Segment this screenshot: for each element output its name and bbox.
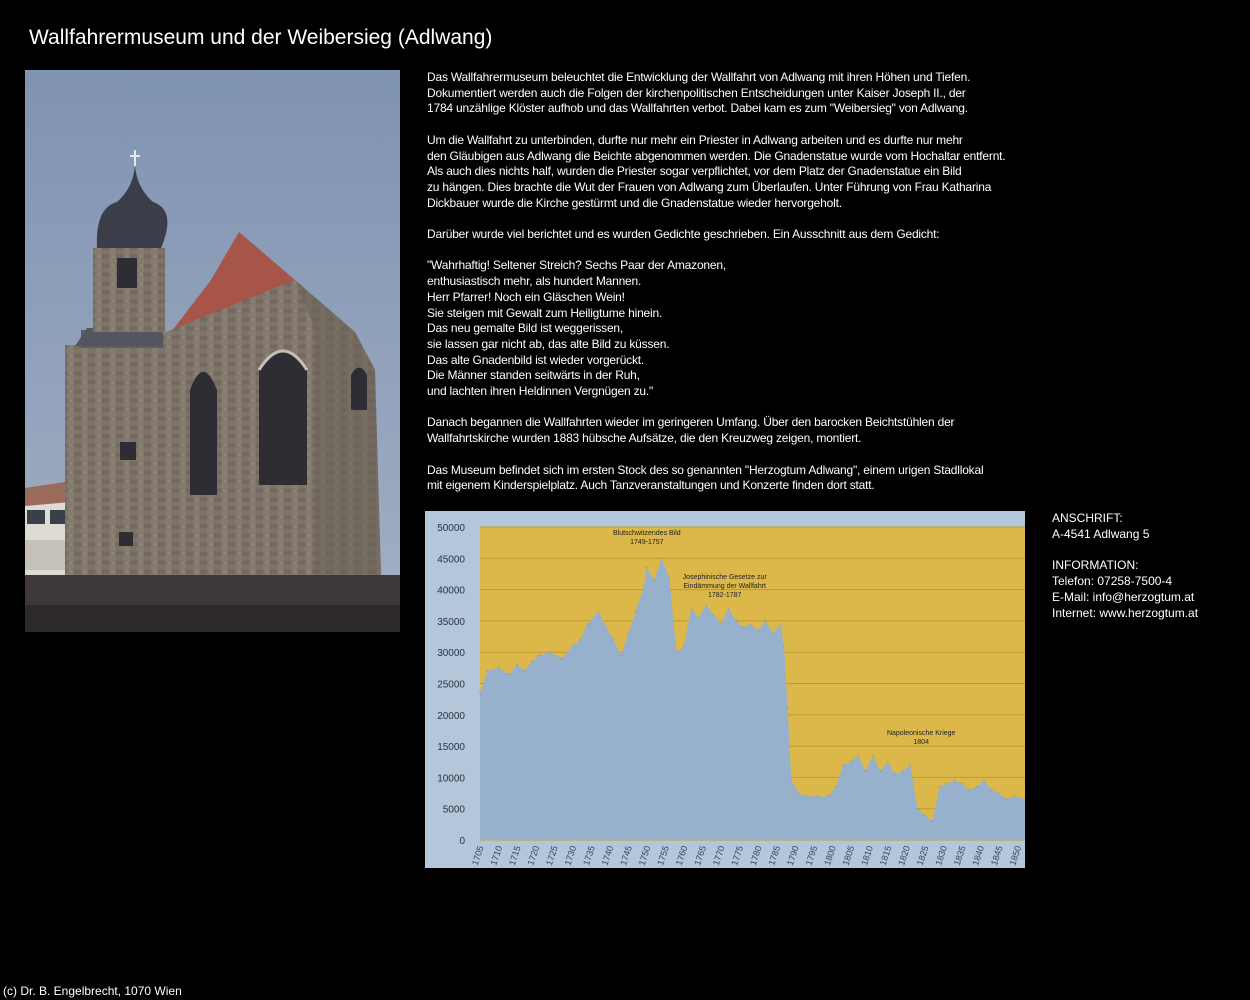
data-point bbox=[791, 780, 793, 782]
data-point bbox=[909, 764, 911, 766]
data-point bbox=[487, 670, 489, 672]
data-point bbox=[628, 633, 630, 635]
x-tick-label: 1790 bbox=[785, 844, 801, 867]
x-tick-label: 1800 bbox=[822, 844, 838, 867]
y-tick-label: 0 bbox=[459, 836, 465, 847]
x-tick-label: 1770 bbox=[710, 844, 727, 867]
chart-annotation-text: 1804 bbox=[913, 739, 929, 746]
data-point bbox=[843, 764, 845, 766]
info-label: INFORMATION: bbox=[1052, 558, 1139, 573]
data-point bbox=[661, 558, 663, 560]
x-tick-label: 1730 bbox=[562, 844, 579, 867]
data-point bbox=[857, 755, 859, 757]
x-tick-label: 1750 bbox=[636, 844, 653, 867]
x-tick-label: 1705 bbox=[469, 844, 486, 867]
y-tick-label: 45000 bbox=[437, 554, 465, 566]
data-point bbox=[531, 661, 533, 663]
data-point bbox=[635, 611, 637, 613]
x-tick-label: 1755 bbox=[655, 844, 671, 867]
y-tick-label: 35000 bbox=[437, 616, 465, 628]
x-tick-label: 1760 bbox=[673, 844, 690, 867]
data-point bbox=[991, 789, 993, 791]
x-tick-label: 1725 bbox=[544, 844, 560, 867]
data-point bbox=[561, 658, 563, 660]
x-tick-label: 1715 bbox=[506, 844, 523, 867]
poem-excerpt: "Wahrhaftig! Seltener Streich? Sechs Paar der Amazonen, enthusiastisch mehr, als hundert Mannen. Herr Pfarrer! Noch ein Gläschen Wein! Sie steigen mit Gewalt zum Heiligtume hinein. Das neu gemalte Bild ist weggerissen, sie lassen gar nicht ab, das alte Bild zu küssen. Das alte Gnadenbild ist wieder vorgerückt. Die Männer standen seitwärts in der Ruh, und lachten ihren Heldinnen Vergnügen zu." bbox=[427, 258, 726, 399]
x-tick-label: 1740 bbox=[599, 844, 616, 867]
data-point bbox=[954, 780, 956, 782]
data-point bbox=[787, 708, 789, 710]
data-point bbox=[783, 645, 785, 647]
data-point bbox=[654, 579, 656, 581]
copyright-notice: (c) Dr. B. Engelbrecht, 1070 Wien bbox=[3, 984, 182, 998]
x-tick-label: 1850 bbox=[1007, 844, 1024, 867]
data-point bbox=[917, 808, 919, 810]
data-point bbox=[587, 623, 589, 625]
church-photo bbox=[25, 70, 400, 632]
data-point bbox=[539, 655, 541, 657]
x-tick-label: 1815 bbox=[877, 844, 894, 867]
data-point bbox=[698, 617, 700, 619]
chart-annotation-text: Napoleonische Kriege bbox=[886, 730, 956, 737]
data-point bbox=[772, 633, 774, 635]
data-point bbox=[598, 611, 600, 613]
email-address: E-Mail: info@herzogtum.at bbox=[1052, 589, 1195, 604]
x-tick-label: 1830 bbox=[933, 844, 950, 867]
data-point bbox=[969, 789, 971, 791]
x-tick-label: 1835 bbox=[951, 844, 968, 867]
y-tick-label: 50000 bbox=[437, 523, 465, 534]
x-tick-label: 1745 bbox=[618, 844, 634, 867]
x-tick-label: 1805 bbox=[840, 844, 857, 867]
data-point bbox=[780, 623, 782, 625]
data-point bbox=[605, 626, 607, 628]
x-tick-label: 1710 bbox=[488, 844, 505, 867]
article-paragraph: Danach begannen die Wallfahrten wieder im geringeren Umfang. Über den barocken Beichtstühlen der Wallfahrtskirche wurden 1883 hübsche Aufsätze, die den Kreuzweg zeigen, montiert. bbox=[427, 415, 955, 446]
data-point bbox=[691, 608, 693, 610]
chart-annotation-text: Josephinische Gesetze zur bbox=[682, 574, 767, 581]
article-paragraph: Darüber wurde viel berichtet und es wurden Gedichte geschrieben. Ein Ausschnitt aus dem Gedicht: bbox=[427, 227, 940, 241]
data-point bbox=[713, 614, 715, 616]
chart-annotation-text: Eindämmung der Wallfahrt bbox=[683, 583, 766, 590]
data-point bbox=[642, 589, 644, 591]
x-tick-label: 1720 bbox=[525, 844, 542, 867]
data-point bbox=[1006, 799, 1008, 801]
chart-annotation-text: 1749-1757 bbox=[630, 539, 664, 546]
x-tick-label: 1795 bbox=[803, 844, 820, 867]
data-point bbox=[765, 620, 767, 622]
data-point bbox=[498, 667, 500, 669]
x-tick-label: 1775 bbox=[729, 844, 746, 867]
data-point bbox=[887, 761, 889, 763]
data-point bbox=[798, 792, 800, 794]
y-tick-label: 5000 bbox=[442, 804, 465, 816]
y-tick-label: 25000 bbox=[437, 679, 465, 691]
data-point bbox=[524, 670, 526, 672]
x-tick-label: 1825 bbox=[914, 844, 931, 867]
data-point bbox=[946, 783, 948, 785]
chart-annotation-text: Blutschwitzendes Bild bbox=[612, 530, 681, 537]
data-point bbox=[835, 786, 837, 788]
data-point bbox=[728, 608, 730, 610]
data-point bbox=[720, 623, 722, 625]
data-point bbox=[850, 761, 852, 763]
x-tick-label: 1780 bbox=[747, 844, 764, 867]
data-point bbox=[742, 626, 744, 628]
x-tick-label: 1845 bbox=[988, 844, 1005, 867]
data-point bbox=[924, 814, 926, 816]
x-tick-label: 1785 bbox=[766, 844, 783, 867]
pilgrimage-chart-photo bbox=[425, 511, 1025, 868]
data-point bbox=[894, 774, 896, 776]
data-point bbox=[646, 567, 648, 569]
x-tick-label: 1840 bbox=[970, 844, 987, 867]
contact-info bbox=[1052, 511, 1242, 637]
data-point bbox=[865, 770, 867, 772]
data-point bbox=[998, 792, 1000, 794]
y-tick-label: 10000 bbox=[437, 773, 465, 785]
data-point bbox=[961, 783, 963, 785]
data-point bbox=[750, 623, 752, 625]
data-point bbox=[1013, 795, 1015, 797]
chart-annotation-text: 1782-1787 bbox=[707, 592, 742, 599]
data-point bbox=[872, 755, 874, 757]
article-paragraph: Das Museum befindet sich im ersten Stock des so genannten "Herzogtum Adlwang", einem urigen Stadllokal mit eigenem Kinderspielplatz. Auch Tanzveranstaltungen und Konzerte finden dort statt. bbox=[427, 462, 984, 493]
x-tick-label: 1810 bbox=[859, 844, 875, 867]
x-tick-label: 1820 bbox=[896, 844, 912, 867]
y-tick-label: 30000 bbox=[437, 648, 465, 660]
data-point bbox=[509, 673, 511, 675]
data-point bbox=[735, 620, 737, 622]
data-point bbox=[828, 795, 830, 797]
data-point bbox=[668, 576, 670, 578]
data-point bbox=[932, 820, 934, 822]
article-paragraph: Das Wallfahrermuseum beleuchtet die Entwicklung der Wallfahrt von Adlwang mit ihren Höhen und Tiefen. Dokumentiert werden auch die Folgen der kirchenpolitischen Entscheidungen unter Kaiser Joseph II., der 1784 unzählige Klöster aufhob und das Wallfahrten verbot. Dabei kam es zum "Weibersieg" von Adlwang. bbox=[427, 70, 971, 116]
data-point bbox=[683, 645, 685, 647]
data-point bbox=[902, 770, 904, 772]
data-point bbox=[806, 795, 808, 797]
data-point bbox=[983, 780, 985, 782]
data-point bbox=[757, 630, 759, 632]
article-text bbox=[427, 70, 1227, 510]
x-tick-label: 1735 bbox=[581, 844, 597, 867]
data-point bbox=[613, 639, 615, 641]
data-point bbox=[705, 605, 707, 607]
article-paragraph: Um die Wallfahrt zu unterbinden, durfte nur mehr ein Priester in Adlwang arbeiten und es durfte nur mehr den Gläubigen aus Adlwang die Beichte abgenommen werden. Die Gnadenstatue wurde vom Hochaltar entfernt. Als auch dies nichts half, wurden die Priester sogar verpflichtet, vor dem Platz der Gnadenstatue ein Bild zu hängen. Dies brachte die Wut der Frauen von Adlwang zum Überlaufen. Unter Führung von Frau Katharina Dickbauer wurde die Kirche gestürmt und die Gnadenstatue wieder hervorgeholt. bbox=[427, 132, 1006, 210]
address-label: ANSCHRIFT: bbox=[1052, 511, 1123, 525]
data-point bbox=[516, 664, 518, 666]
address-value: A-4541 Adlwang 5 bbox=[1052, 526, 1150, 541]
data-point bbox=[479, 692, 481, 694]
data-point bbox=[817, 795, 819, 797]
data-point bbox=[976, 786, 978, 788]
data-point bbox=[676, 651, 678, 653]
data-point bbox=[939, 786, 941, 788]
data-point bbox=[550, 651, 552, 653]
y-tick-label: 40000 bbox=[437, 585, 465, 597]
x-tick-label: 1765 bbox=[692, 844, 709, 867]
y-tick-label: 20000 bbox=[437, 710, 465, 722]
page-title: Wallfahrermuseum und der Weibersieg (Adlwang) bbox=[29, 26, 493, 49]
data-point bbox=[620, 655, 622, 657]
data-point bbox=[579, 639, 581, 641]
website-address: Internet: www.herzogtum.at bbox=[1052, 605, 1199, 620]
phone-number: Telefon: 07258-7500-4 bbox=[1052, 574, 1173, 589]
data-point bbox=[572, 645, 574, 647]
data-point bbox=[880, 770, 882, 772]
y-tick-label: 15000 bbox=[437, 742, 465, 754]
